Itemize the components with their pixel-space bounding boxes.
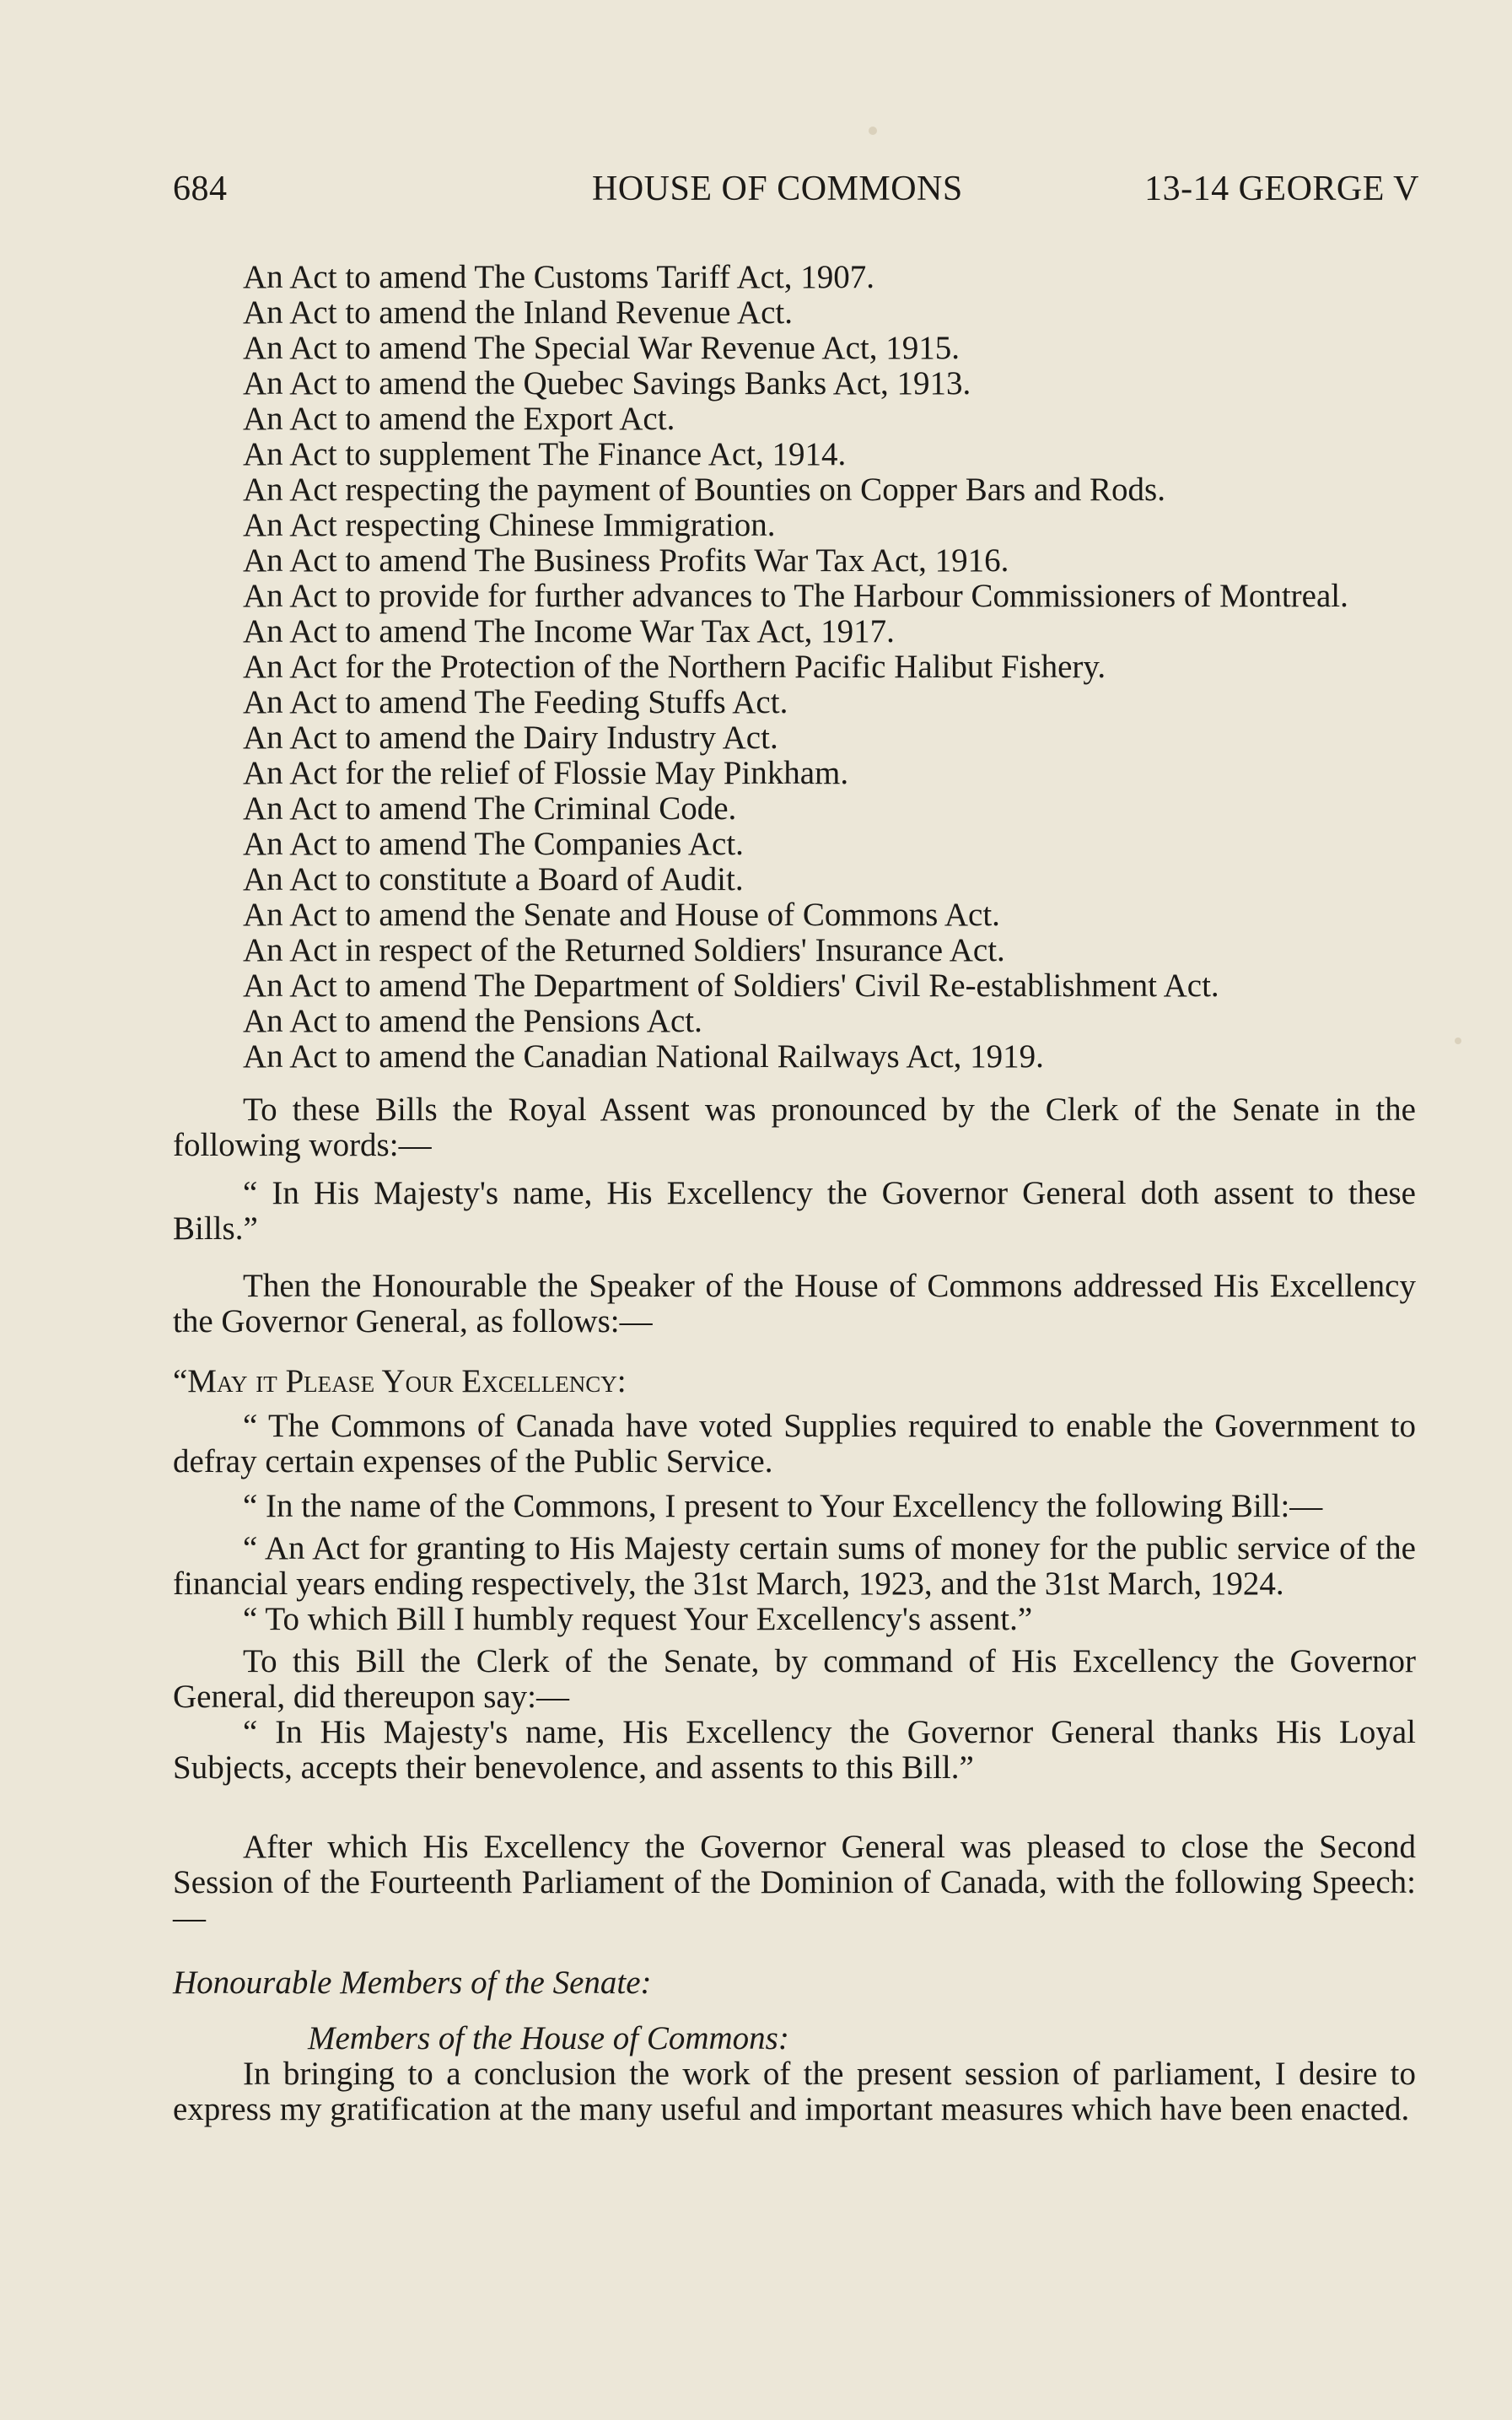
list-item: An Act in respect of the Returned Soldiers' Insurance Act. (243, 932, 1005, 968)
list-item: An Act to amend the Dairy Industry Act. (243, 720, 778, 756)
list-item: An Act to amend The Business Profits War Tax Act, 1916. (243, 542, 1009, 579)
bill-title-paragraph: “ An Act for granting to His Majesty certain sums of money for the public service of the financial years ending respectively, the 31st March, 1923, and the 31st March, 1924. (173, 1530, 1416, 1602)
list-item: An Act to amend the Canadian National Railways Act, 1919. (243, 1038, 1044, 1075)
list-item: An Act respecting the payment of Bounties on Copper Bars and Rods. (243, 472, 1165, 508)
clerk-say-paragraph: To this Bill the Clerk of the Senate, by command of His Excellency the Governor General, did thereupon say:— (173, 1643, 1416, 1715)
address-commons: Members of the House of Commons: (308, 2020, 789, 2056)
list-item: An Act respecting Chinese Immigration. (243, 507, 776, 543)
royal-assent-intro: To these Bills the Royal Assent was pronounced by the Clerk of the Senate in the following words:— (173, 1091, 1416, 1163)
journal-title: HOUSE OF COMMONS (592, 170, 963, 208)
list-item: An Act to amend the Quebec Savings Banks Act, 1913. (243, 365, 971, 402)
request-assent-paragraph: “ To which Bill I humbly request Your Excellency's assent.” (243, 1601, 1033, 1637)
acts-list (173, 260, 1416, 1075)
page-body (173, 260, 1416, 2127)
closing-paragraph: After which His Excellency the Governor General was pleased to close the Second Session of the Fourteenth Parliament of the Dominion of Canada, with the following Speech:— (173, 1829, 1416, 1936)
running-header (173, 169, 1419, 219)
list-item: An Act to amend the Inland Revenue Act. (243, 294, 793, 331)
page-number: 684 (173, 170, 228, 208)
paper-spot (1455, 1038, 1461, 1044)
reign-year: 13-14 GEORGE V (1144, 170, 1419, 208)
list-item: An Act to amend The Criminal Code. (243, 790, 737, 827)
list-item: An Act for the Protection of the Northern Pacific Halibut Fishery. (243, 649, 1106, 685)
list-item: An Act to amend the Pensions Act. (243, 1003, 702, 1039)
list-item: An Act to amend The Companies Act. (243, 826, 744, 862)
present-bill-paragraph: “ In the name of the Commons, I present to Your Excellency the following Bill:— (243, 1488, 1323, 1524)
list-item: An Act to amend The Customs Tariff Act, 1907. (243, 259, 875, 295)
supplies-paragraph: “ The Commons of Canada have voted Supplies required to enable the Government to defray certain expenses of the Public Service. (173, 1408, 1416, 1479)
address-senate: Honourable Members of the Senate: (173, 1965, 652, 2001)
assent-words: “ In His Majesty's name, His Excellency the Governor General doth assent to these Bills.” (173, 1175, 1416, 1247)
list-item: An Act to amend The Special War Revenue Act, 1915. (243, 330, 960, 366)
paper-spot (869, 127, 877, 135)
list-item: An Act to constitute a Board of Audit. (243, 861, 744, 897)
list-item: An Act to provide for further advances to The Harbour Commissioners of Montreal. (243, 578, 1348, 614)
list-item: An Act to amend The Feeding Stuffs Act. (243, 684, 788, 720)
thanks-paragraph: “ In His Majesty's name, His Excellency the Governor General thanks His Loyal Subjects, accepts their benevolence, and assents to this Bill.” (173, 1714, 1416, 1786)
salutation: “May it Please Your Excellency: (173, 1363, 627, 1399)
list-item: An Act for the relief of Flossie May Pinkham. (243, 755, 849, 791)
list-item: An Act to amend The Income War Tax Act, 1917. (243, 613, 895, 649)
list-item: An Act to amend the Export Act. (243, 401, 675, 437)
list-item: An Act to supplement The Finance Act, 1914. (243, 436, 847, 472)
speech-opening: In bringing to a conclusion the work of the present session of parliament, I desire to express my gratification at the many useful and important measures which have been enacted. (173, 2056, 1416, 2127)
speaker-intro: Then the Honourable the Speaker of the House of Commons addressed His Excellency the Governor General, as follows:— (173, 1268, 1416, 1339)
list-item: An Act to amend the Senate and House of Commons Act. (243, 897, 1000, 933)
list-item: An Act to amend The Department of Soldiers' Civil Re-establishment Act. (243, 967, 1219, 1004)
